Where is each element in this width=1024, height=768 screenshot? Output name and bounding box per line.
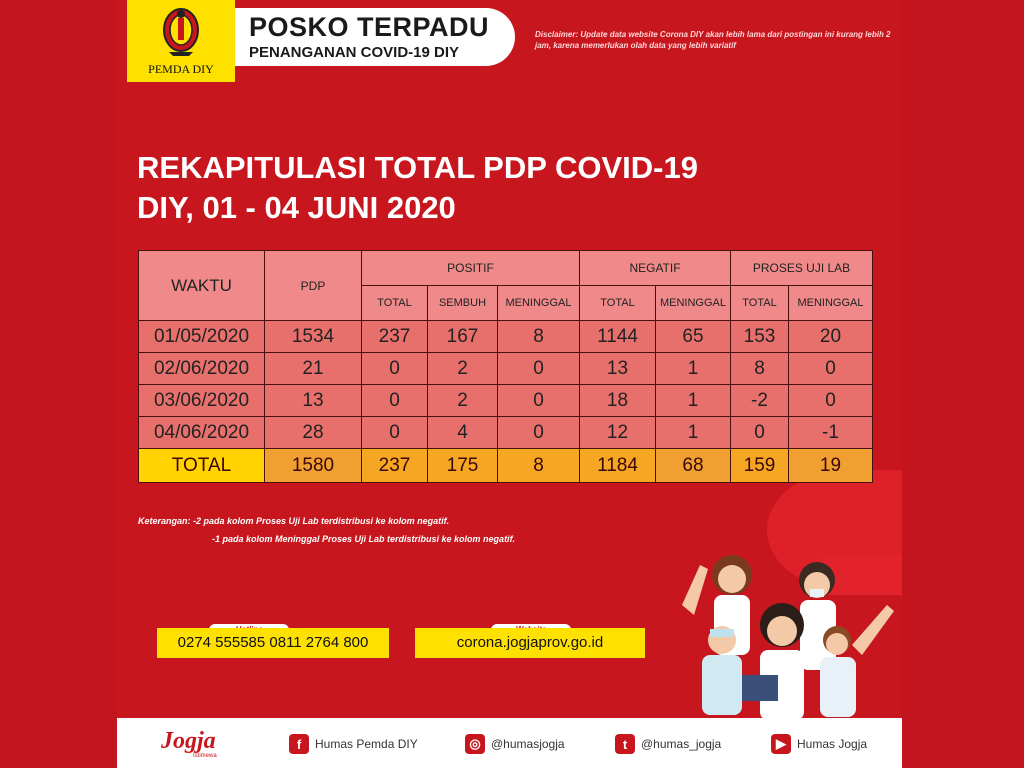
instagram-label: @humasjogja — [491, 737, 565, 751]
total-label: TOTAL — [139, 449, 265, 483]
jogja-brand-logo: Jogja — [161, 728, 216, 754]
subheader-lab-meninggal: MENINGGAL — [789, 286, 873, 321]
emblem-icon — [161, 6, 201, 58]
cell-negatif-meninggal: 1 — [656, 417, 731, 449]
cell-pdp: 28 — [265, 417, 362, 449]
cell-lab-total: 0 — [731, 417, 789, 449]
cell-positif-meninggal: 0 — [498, 385, 580, 417]
twitter-link[interactable] — [615, 734, 721, 754]
cell-positif-total: 0 — [362, 353, 428, 385]
cell-negatif-meninggal: 1 — [656, 385, 731, 417]
cell-negatif-total: 18 — [580, 385, 656, 417]
cell-lab-meninggal: 0 — [789, 353, 873, 385]
note-line-2: -1 pada kolom Meninggal Proses Uji Lab terdistribusi ke kolom negatif. — [212, 534, 516, 544]
table-row — [139, 385, 873, 417]
logo-caption: PEMDA DIY — [148, 62, 214, 76]
page-subtitle: PENANGANAN COVID-19 DIY — [249, 44, 460, 61]
total-positif-meninggal: 8 — [498, 449, 580, 483]
pdp-recap-table — [138, 250, 873, 483]
footer-bar — [117, 718, 902, 768]
medical-staff-illustration — [672, 545, 902, 720]
right-margin — [902, 0, 1024, 768]
facebook-link[interactable] — [289, 734, 418, 754]
row-date: 04/06/2020 — [139, 417, 265, 449]
table-total-row — [139, 449, 873, 483]
cell-lab-meninggal: 20 — [789, 321, 873, 353]
cell-positif-total: 237 — [362, 321, 428, 353]
subheader-positif-total: TOTAL — [362, 286, 428, 321]
total-positif-total: 237 — [362, 449, 428, 483]
cell-negatif-total: 1144 — [580, 321, 656, 353]
cell-lab-meninggal: 0 — [789, 385, 873, 417]
subheader-lab-total: TOTAL — [731, 286, 789, 321]
pemda-logo — [127, 0, 235, 82]
cell-positif-sembuh: 2 — [428, 385, 498, 417]
table-row — [139, 353, 873, 385]
twitter-icon: t — [615, 734, 635, 754]
row-date: 01/05/2020 — [139, 321, 265, 353]
cell-positif-total: 0 — [362, 417, 428, 449]
facebook-icon: f — [289, 734, 309, 754]
subheader-positif-sembuh: SEMBUH — [428, 286, 498, 321]
cell-lab-total: 153 — [731, 321, 789, 353]
header-negatif: NEGATIF — [580, 251, 731, 286]
header-waktu: WAKTU — [139, 251, 265, 321]
page-title: POSKO TERPADU — [249, 12, 490, 42]
cell-positif-meninggal: 0 — [498, 417, 580, 449]
cell-negatif-meninggal: 65 — [656, 321, 731, 353]
row-date: 03/06/2020 — [139, 385, 265, 417]
heading-line-1: REKAPITULASI TOTAL PDP COVID-19 — [137, 150, 698, 185]
total-negatif-meninggal: 68 — [656, 449, 731, 483]
cell-positif-sembuh: 2 — [428, 353, 498, 385]
cell-negatif-meninggal: 1 — [656, 353, 731, 385]
facebook-label: Humas Pemda DIY — [315, 737, 418, 751]
total-lab-total: 159 — [731, 449, 789, 483]
cell-pdp: 1534 — [265, 321, 362, 353]
website-url: corona.jogjaprov.go.id — [415, 628, 645, 658]
row-date: 02/06/2020 — [139, 353, 265, 385]
cell-positif-sembuh: 167 — [428, 321, 498, 353]
cell-lab-meninggal: -1 — [789, 417, 873, 449]
youtube-link[interactable] — [771, 734, 867, 754]
title-banner — [235, 8, 515, 66]
cell-positif-total: 0 — [362, 385, 428, 417]
total-pdp: 1580 — [265, 449, 362, 483]
cell-lab-total: -2 — [731, 385, 789, 417]
cell-positif-meninggal: 8 — [498, 321, 580, 353]
cell-pdp: 21 — [265, 353, 362, 385]
notes — [138, 512, 515, 548]
infographic-poster — [117, 0, 902, 768]
cell-negatif-total: 13 — [580, 353, 656, 385]
youtube-icon: ▶ — [771, 734, 791, 754]
twitter-label: @humas_jogja — [641, 737, 722, 751]
table-row — [139, 321, 873, 353]
left-margin — [0, 0, 117, 768]
table-row — [139, 417, 873, 449]
header-proses-uji-lab: PROSES UJI LAB — [731, 251, 873, 286]
report-heading — [137, 148, 698, 228]
instagram-link[interactable] — [465, 734, 565, 754]
instagram-icon: ◎ — [465, 734, 485, 754]
subheader-negatif-total: TOTAL — [580, 286, 656, 321]
cell-positif-sembuh: 4 — [428, 417, 498, 449]
table-header-row — [139, 251, 873, 286]
header-positif: POSITIF — [362, 251, 580, 286]
jogja-brand-tagline: Istimewa — [193, 753, 217, 759]
total-positif-sembuh: 175 — [428, 449, 498, 483]
youtube-label: Humas Jogja — [797, 737, 868, 751]
note-line-1: Keterangan: -2 pada kolom Proses Uji Lab terdistribusi ke kolom negatif. — [138, 516, 450, 526]
cell-pdp: 13 — [265, 385, 362, 417]
total-negatif-total: 1184 — [580, 449, 656, 483]
cell-negatif-total: 12 — [580, 417, 656, 449]
cell-lab-total: 8 — [731, 353, 789, 385]
cell-positif-meninggal: 0 — [498, 353, 580, 385]
total-lab-meninggal: 19 — [789, 449, 873, 483]
disclaimer-text: Disclaimer: Update data website Corona DIY akan lebih lama dari postingan ini kurang lebih 2 jam, karena memerlukan olah data yang lebih variatif — [535, 30, 891, 50]
subheader-positif-meninggal: MENINGGAL — [498, 286, 580, 321]
subheader-negatif-meninggal: MENINGGAL — [656, 286, 731, 321]
heading-line-2: DIY, 01 - 04 JUNI 2020 — [137, 190, 456, 225]
hotline-numbers: 0274 555585 0811 2764 800 — [157, 628, 389, 658]
header-pdp: PDP — [265, 251, 362, 321]
